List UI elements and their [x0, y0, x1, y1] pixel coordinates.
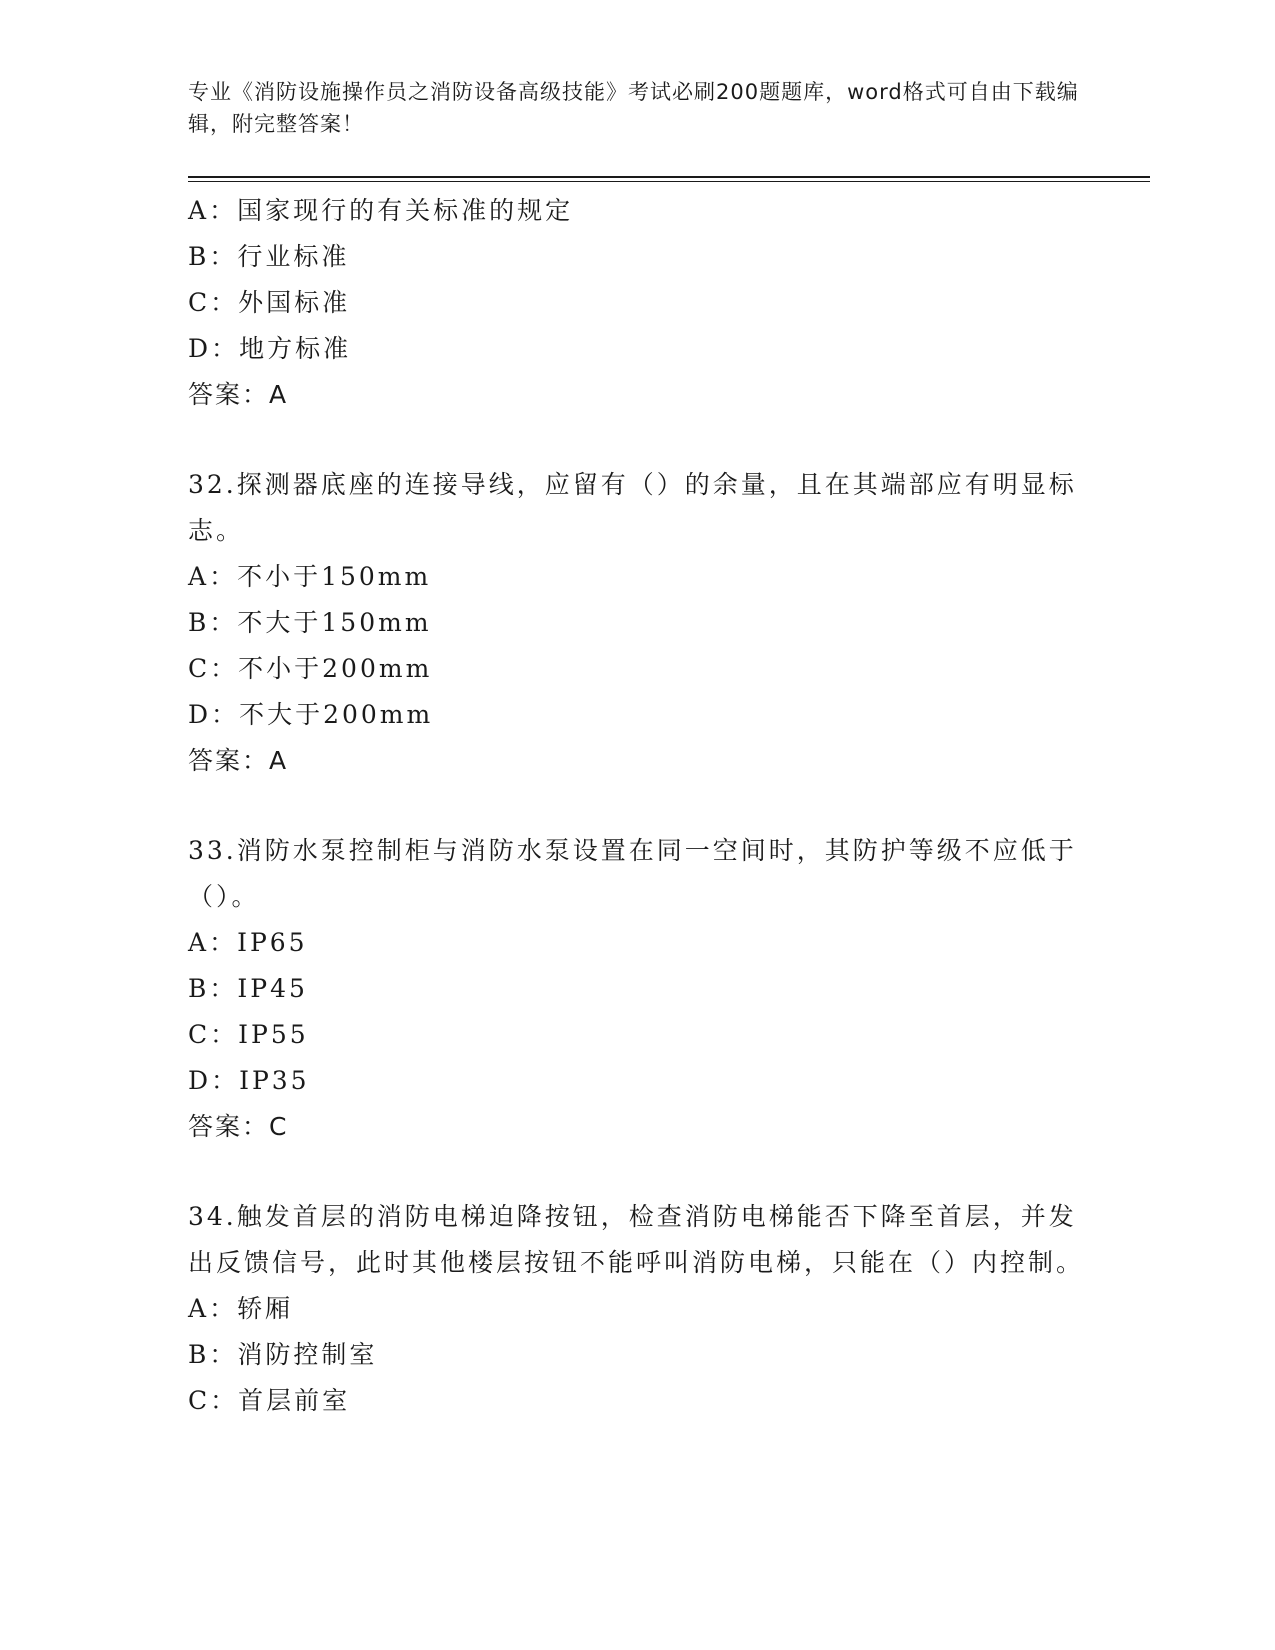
- document-title: 专业《消防设施操作员之消防设备高级技能》考试必刷200题题库，word格式可自由下载编辑，附完整答案！: [188, 80, 1079, 136]
- answer-line: 答案：C: [188, 1112, 289, 1141]
- option-c: C：外国标准: [188, 288, 351, 317]
- page-header: [188, 76, 1088, 140]
- option-d: D：地方标准: [188, 334, 352, 363]
- question-list: [188, 188, 1088, 1424]
- option-d: D：不大于200mm: [188, 700, 434, 729]
- option-b: B：消防控制室: [188, 1340, 378, 1369]
- divider-thin-line: [188, 181, 1150, 182]
- question-stem-32: 32.探测器底座的连接导线，应留有（）的余量，且在其端部应有明显标志。: [188, 470, 1077, 545]
- question-stem-33: 33.消防水泵控制柜与消防水泵设置在同一空间时，其防护等级不应低于（）。: [188, 836, 1077, 911]
- answer-line: 答案：A: [188, 380, 289, 409]
- option-b: B：不大于150mm: [188, 608, 432, 637]
- option-c: C：IP55: [188, 1020, 309, 1049]
- option-b: B：行业标准: [188, 242, 350, 271]
- option-c: C：首层前室: [188, 1386, 351, 1415]
- option-a: A：IP65: [188, 928, 308, 957]
- answer-line: 答案：A: [188, 746, 289, 775]
- option-a: A：不小于150mm: [188, 562, 432, 591]
- divider-thick-line: [188, 176, 1150, 178]
- question-stem-34: 34.触发首层的消防电梯迫降按钮，检查消防电梯能否下降至首层，并发出反馈信号，此时其他楼层按钮不能呼叫消防电梯，只能在（）内控制。: [188, 1202, 1085, 1277]
- option-a: A：国家现行的有关标准的规定: [188, 196, 574, 225]
- option-a: A：轿厢: [188, 1294, 294, 1323]
- header-divider: [188, 176, 1150, 182]
- option-b: B：IP45: [188, 974, 308, 1003]
- option-c: C：不小于200mm: [188, 654, 433, 683]
- option-d: D：IP35: [188, 1066, 310, 1095]
